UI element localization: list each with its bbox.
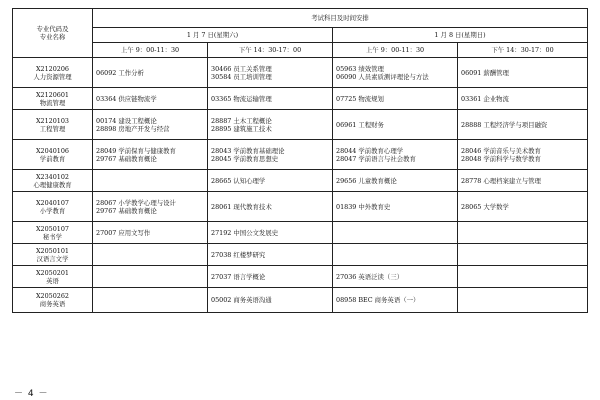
exam-subject: 28043 学前教育基础理论 — [211, 146, 285, 155]
major-name: 工程管理 — [39, 124, 66, 133]
major-cell — [13, 266, 93, 288]
exam-cell — [333, 266, 458, 288]
exam-subject: 29767 基础教育概论 — [96, 154, 157, 163]
exam-subject: 27038 红楼梦研究 — [211, 250, 266, 259]
exam-cell — [333, 192, 458, 222]
table-row — [13, 222, 588, 244]
major-cell — [13, 88, 93, 110]
major-cell — [13, 58, 93, 88]
major-code: X2120601 — [35, 90, 69, 99]
exam-cell — [93, 58, 208, 88]
major-name: 小学教育 — [39, 206, 66, 215]
exam-cell — [458, 288, 588, 313]
exam-cell — [93, 222, 208, 244]
exam-subject: 07725 物流规划 — [336, 94, 384, 103]
exam-subject: 27007 应用文写作 — [96, 228, 151, 237]
major-code: X2120206 — [35, 64, 69, 73]
table-row — [13, 170, 588, 192]
major-name: 汉语言文学 — [36, 254, 69, 263]
exam-subject: 28044 学前教育心理学 — [336, 146, 404, 155]
session-header-1: 上午 9：00-11：30 — [93, 43, 208, 58]
major-cell — [13, 192, 93, 222]
exam-subject: 28047 学前语言与社会教育 — [336, 154, 416, 163]
session-header-2: 下午 14：30-17：00 — [208, 43, 333, 58]
major-code: X2040107 — [35, 198, 69, 207]
exam-cell — [93, 110, 208, 140]
exam-subject: 28048 学前科学与数学教育 — [461, 154, 541, 163]
exam-cell — [208, 222, 333, 244]
table-row — [13, 140, 588, 170]
exam-cell — [93, 288, 208, 313]
exam-subject: 27192 中国公文发展史 — [211, 228, 279, 237]
exam-cell — [208, 192, 333, 222]
exam-cell — [333, 244, 458, 266]
major-header-cell — [13, 9, 93, 58]
exam-cell — [208, 140, 333, 170]
exam-subject: 06090 人员素质测评理论与方法 — [336, 72, 429, 81]
exam-subject: 28065 大学数学 — [461, 202, 509, 211]
exam-subject: 28046 学前音乐与美术教育 — [461, 146, 541, 155]
major-name: 英语 — [46, 276, 59, 285]
exam-cell — [458, 222, 588, 244]
exam-cell — [208, 88, 333, 110]
exam-subject: 27037 语言学概论 — [211, 272, 266, 281]
exam-cell — [458, 88, 588, 110]
major-cell — [13, 110, 93, 140]
exam-subject: 05002 商务英语沟通 — [211, 296, 272, 304]
exam-cell — [333, 222, 458, 244]
exam-subject: 03361 企业物流 — [461, 94, 509, 103]
exam-subject: 30584 员工培训管理 — [211, 72, 272, 81]
exam-cell — [333, 58, 458, 88]
major-code: X2050201 — [35, 268, 69, 277]
exam-subject: 03365 物流运输管理 — [211, 94, 272, 103]
exam-subject: 30466 员工关系管理 — [211, 64, 272, 73]
exam-cell — [333, 288, 458, 313]
table-row — [13, 110, 588, 140]
exam-subject: 28887 土木工程概论 — [211, 116, 272, 125]
major-header-line1: 专业代码及 — [36, 25, 69, 33]
exam-cell — [208, 110, 333, 140]
exam-cell — [208, 266, 333, 288]
major-code: X2050107 — [35, 224, 69, 233]
schedule-body — [13, 58, 588, 313]
major-code: X2050101 — [35, 246, 69, 255]
exam-subject: 28895 建筑施工技术 — [211, 124, 272, 133]
exam-subject: 00174 建设工程概论 — [96, 116, 157, 125]
day-header-1: 1 月 7 日(星期六) — [93, 28, 333, 43]
exam-cell — [333, 140, 458, 170]
major-cell — [13, 244, 93, 266]
exam-cell — [458, 58, 588, 88]
page-number: － 4 － — [14, 389, 49, 399]
exam-subject: 28049 学前保育与健康教育 — [96, 146, 176, 155]
major-cell — [13, 288, 93, 313]
major-code: X2040106 — [35, 146, 69, 155]
schedule-title: 考试科目及时间安排 — [93, 9, 588, 28]
day-header-2: 1 月 8 日(星期日) — [333, 28, 588, 43]
exam-subject: 28061 现代教育技术 — [211, 202, 272, 211]
exam-subject: 28888 工程经济学与项目融资 — [461, 120, 548, 129]
exam-subject: 06092 工作分析 — [96, 68, 144, 77]
exam-subject: 27036 英语泛读（三） — [336, 272, 404, 281]
exam-subject: 28778 心理档案建立与管理 — [461, 176, 541, 185]
exam-cell — [93, 244, 208, 266]
exam-cell — [333, 88, 458, 110]
exam-cell — [458, 244, 588, 266]
exam-cell — [458, 192, 588, 222]
major-code: X2120103 — [35, 116, 69, 125]
major-cell — [13, 222, 93, 244]
table-row — [13, 288, 588, 313]
major-cell — [13, 170, 93, 192]
exam-subject: 08958 BEC 商务英语（一） — [336, 296, 420, 304]
table-row — [13, 58, 588, 88]
exam-cell — [333, 170, 458, 192]
exam-cell — [458, 266, 588, 288]
exam-cell — [208, 288, 333, 313]
schedule-title-row — [13, 9, 588, 28]
exam-subject: 29767 基础教育概论 — [96, 206, 157, 215]
table-row — [13, 192, 588, 222]
table-row — [13, 88, 588, 110]
exam-subject: 28045 学前教育思想史 — [211, 154, 279, 163]
exam-cell — [93, 140, 208, 170]
exam-cell — [208, 244, 333, 266]
exam-cell — [333, 110, 458, 140]
exam-subject: 05963 绩效管理 — [336, 64, 384, 73]
table-row — [13, 266, 588, 288]
exam-cell — [458, 140, 588, 170]
exam-cell — [458, 170, 588, 192]
major-header-line2: 专业名称 — [39, 33, 66, 41]
major-name: 商务英语 — [39, 300, 66, 308]
session-header-row — [13, 43, 588, 58]
major-name: 物流管理 — [39, 98, 66, 107]
exam-subject: 28898 房地产开发与经营 — [96, 124, 170, 133]
exam-subject: 06961 工程财务 — [336, 120, 384, 129]
exam-cell — [93, 170, 208, 192]
exam-cell — [93, 88, 208, 110]
exam-cell — [93, 192, 208, 222]
major-name: 心理健康教育 — [33, 180, 72, 189]
session-header-4: 下午 14：30-17：00 — [458, 43, 588, 58]
major-name: 秘书学 — [42, 232, 63, 241]
exam-subject: 01839 中外教育史 — [336, 202, 391, 211]
exam-subject: 28067 小学教学心理与设计 — [96, 198, 176, 207]
major-code: X2340102 — [35, 172, 69, 181]
exam-subject: 28665 认知心理学 — [211, 176, 266, 185]
day-header-row — [13, 28, 588, 43]
exam-subject: 03364 供应链物流学 — [96, 94, 157, 103]
exam-cell — [208, 58, 333, 88]
table-row — [13, 244, 588, 266]
major-name: 人力资源管理 — [33, 72, 72, 81]
major-cell — [13, 140, 93, 170]
major-code: X2050262 — [35, 292, 69, 300]
exam-cell — [458, 110, 588, 140]
exam-cell — [208, 170, 333, 192]
exam-schedule-table — [12, 8, 588, 313]
exam-cell — [93, 266, 208, 288]
exam-subject: 29656 儿童教育概论 — [336, 176, 397, 185]
session-header-3: 上午 9：00-11：30 — [333, 43, 458, 58]
major-name: 学前教育 — [39, 154, 66, 163]
exam-subject: 06091 薪酬管理 — [461, 68, 509, 77]
